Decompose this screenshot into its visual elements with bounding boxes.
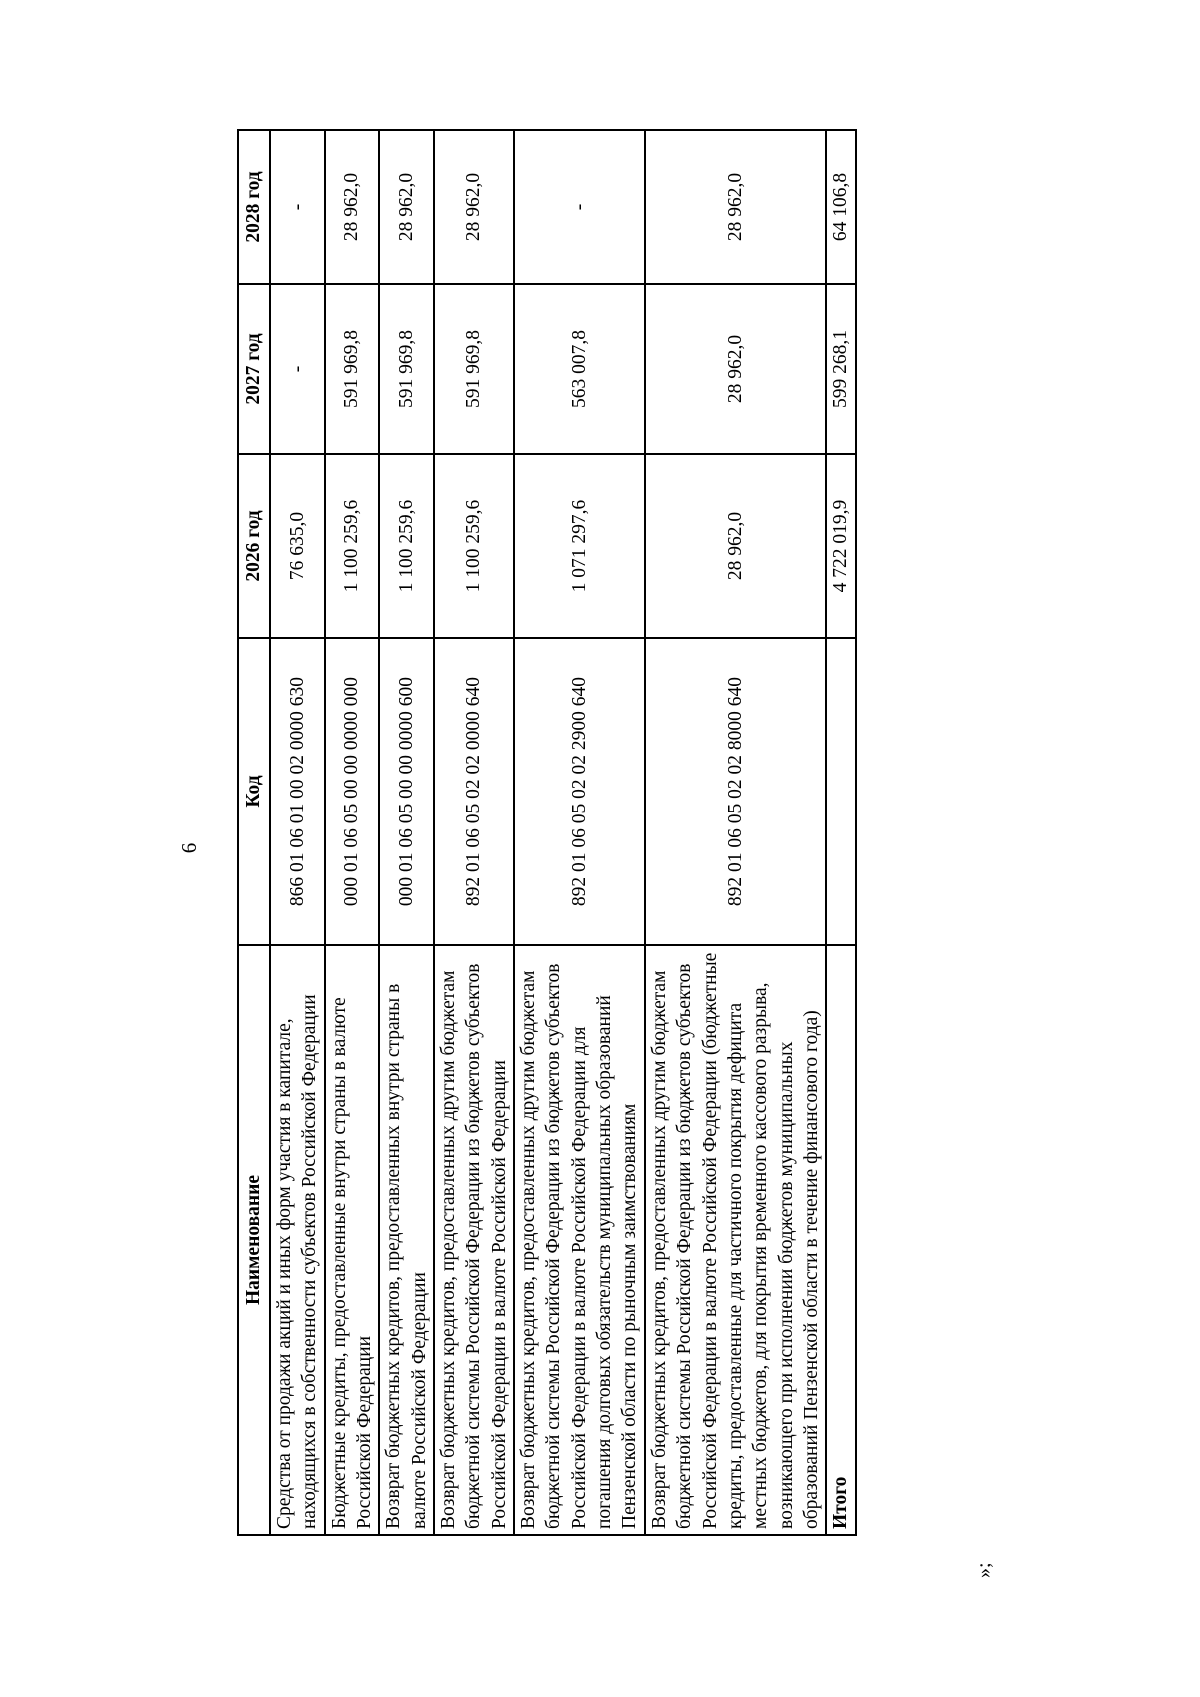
row-value-2026: 76 635,0 bbox=[270, 454, 325, 638]
row-code: 892 01 06 05 02 02 8000 640 bbox=[645, 638, 826, 945]
row-value-2027: 591 969,8 bbox=[325, 284, 380, 454]
row-name: Средства от продажи акций и иных форм участия в капитале, находящихся в собственности субъектов Российской Федерации bbox=[270, 945, 325, 1535]
total-row bbox=[826, 130, 855, 1535]
table-row bbox=[514, 130, 645, 1535]
row-code: 000 01 06 05 00 00 0000 600 bbox=[379, 638, 434, 945]
header-2028: 2028 год bbox=[238, 130, 270, 284]
rotated-page bbox=[165, 113, 1035, 1583]
row-value-2026: 1 100 259,6 bbox=[434, 454, 514, 638]
header-name: Наименование bbox=[238, 945, 270, 1535]
row-name: Возврат бюджетных кредитов, предоставленных другим бюджетам бюджетной системы Российской Федерации из бюджетов субъектов Российской Федерации в валюте Российской Федерации для погашения долговых обязательств муниципальных образований Пензенской области по рыночным заимствованиям bbox=[514, 945, 645, 1535]
row-value-2026: 1 100 259,6 bbox=[379, 454, 434, 638]
header-2026: 2026 год bbox=[238, 454, 270, 638]
row-name: Бюджетные кредиты, предоставленные внутри страны в валюте Российской Федерации bbox=[325, 945, 380, 1535]
row-value-2026: 1 071 297,6 bbox=[514, 454, 645, 638]
table-row bbox=[379, 130, 434, 1535]
row-value-2026: 28 962,0 bbox=[645, 454, 826, 638]
total-value-2026: 4 722 019,9 bbox=[826, 454, 855, 638]
header-2027: 2027 год bbox=[238, 284, 270, 454]
row-value-2027: 28 962,0 bbox=[645, 284, 826, 454]
row-code: 892 01 06 05 02 02 2900 640 bbox=[514, 638, 645, 945]
budget-table bbox=[237, 129, 857, 1536]
table-row bbox=[434, 130, 514, 1535]
table-row bbox=[325, 130, 380, 1535]
table-row bbox=[270, 130, 325, 1535]
row-value-2028: 28 962,0 bbox=[434, 130, 514, 284]
total-code bbox=[826, 638, 855, 945]
row-value-2028: - bbox=[514, 130, 645, 284]
table-header-row bbox=[238, 130, 270, 1535]
row-value-2026: 1 100 259,6 bbox=[325, 454, 380, 638]
row-value-2028: - bbox=[270, 130, 325, 284]
row-code: 892 01 06 05 02 02 0000 640 bbox=[434, 638, 514, 945]
row-value-2027: 591 969,8 bbox=[434, 284, 514, 454]
row-value-2027: 591 969,8 bbox=[379, 284, 434, 454]
row-name: Возврат бюджетных кредитов, предоставленных другим бюджетам бюджетной системы Российской Федерации из бюджетов субъектов Российской Федерации в валюте Российской Федерации (бюджетные кредиты, предоставленные для частичного покрытия дефицита местных бюджетов, для покрытия временного кассового разрыва, возникающего при исполнении бюджетов муниципальных образований Пензенской области в течение финансового года) bbox=[645, 945, 826, 1535]
total-label: Итого bbox=[826, 945, 855, 1535]
row-name: Возврат бюджетных кредитов, предоставленных другим бюджетам бюджетной системы Российской Федерации из бюджетов субъектов Российской Федерации в валюте Российской Федерации bbox=[434, 945, 514, 1535]
row-value-2027: 563 007,8 bbox=[514, 284, 645, 454]
table-row bbox=[645, 130, 826, 1535]
page-number: 6 bbox=[177, 842, 201, 854]
row-code: 000 01 06 05 00 00 0000 000 bbox=[325, 638, 380, 945]
row-value-2028: 28 962,0 bbox=[379, 130, 434, 284]
total-value-2027: 599 268,1 bbox=[826, 284, 855, 454]
row-value-2028: 28 962,0 bbox=[325, 130, 380, 284]
row-code: 866 01 06 01 00 02 0000 630 bbox=[270, 638, 325, 945]
header-code: Код bbox=[238, 638, 270, 945]
closing-quote-mark: »; bbox=[973, 1562, 995, 1578]
total-value-2028: 64 106,8 bbox=[826, 130, 855, 284]
row-value-2027: - bbox=[270, 284, 325, 454]
row-name: Возврат бюджетных кредитов, предоставленных внутри страны в валюте Российской Федерации bbox=[379, 945, 434, 1535]
row-value-2028: 28 962,0 bbox=[645, 130, 826, 284]
